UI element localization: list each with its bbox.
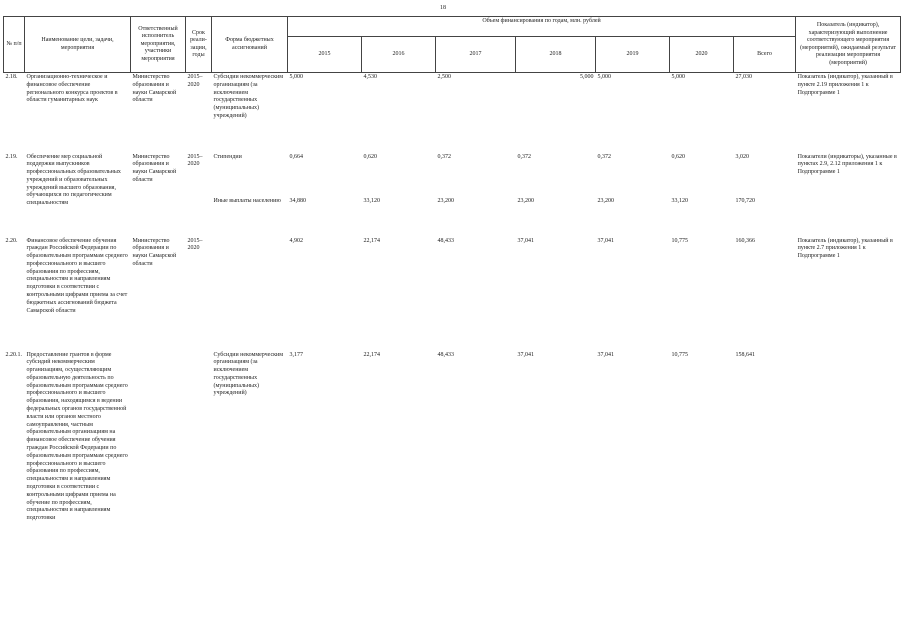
row-num: 2.19. xyxy=(5,153,18,160)
value-total: 3,020 xyxy=(735,153,749,160)
table-header xyxy=(4,17,901,73)
row-term: 2015–2020 xyxy=(187,153,203,168)
value-2020: 5,000 xyxy=(671,74,685,80)
table-row xyxy=(4,237,901,351)
table-row xyxy=(4,73,901,153)
row-name: Финансовое обеспечение обучения граждан Российской Федерации по образовательным программам среднего профессионального и высшего образования по профессиям, специальностям и направлениям подготовки в соответствии с контрольными цифрами приема за счет бюджетных ассигнований бюджета Самарской области xyxy=(26,237,128,314)
value-2017: 2,500 xyxy=(437,74,451,80)
value-total: 160,366 xyxy=(735,237,755,244)
row-executor: Министерство образования и науки Самарской области xyxy=(132,153,177,183)
value-2015: 5,000 xyxy=(289,74,303,80)
row-name: Обеспечение мер социальной поддержки выпускников профессиональных образовательных учреждений и образовательных учреждений высшего образования, обучающихся по педагогическим специальностям xyxy=(26,153,121,207)
value-2016: 22,174 xyxy=(363,351,380,358)
row-term xyxy=(186,351,212,571)
row-form: Субсидии некоммерческим организациям (за исключением государственных (муниципальных) учреждений) xyxy=(213,74,284,119)
header-year: 2020 xyxy=(670,37,734,73)
value-2018: 0,372 xyxy=(517,153,531,160)
row-term: 2015–2020 xyxy=(187,74,203,88)
value-2019: 37,041 xyxy=(597,237,614,244)
header-year: 2015 xyxy=(288,37,362,73)
row-indicator: Показатель (индикатор), указанный в пункте 2.7 приложения 1 к Подпрограмме 1 xyxy=(797,237,893,260)
value-2015: 3,177 xyxy=(289,351,303,358)
value-2017: 48,433 xyxy=(437,351,454,358)
value-2019: 0,372 xyxy=(597,153,611,160)
header-total: Всего xyxy=(734,37,796,73)
value-2018: 5,000 xyxy=(580,74,594,80)
header-executor: Ответственный исполнитель мероприятия, участники мероприятия xyxy=(131,17,186,73)
value-2019: 37,041 xyxy=(597,351,614,358)
row-name: Предоставление грантов в форме субсидий некоммерческим организациям, осуществляющим образовательную деятельность по образовательным программам среднего профессионального и высшего образования, находящимся в ведении федеральных органов государственной власти или органов местного самоуправления, частным образовательным организациям на финансовое обеспечение обучения граждан Российской Федерации по образовательным программам среднего профессионального и высшего образования по профессиям, специальностям и направлениям подготовки в соответствии с контрольными цифрами приема на обучение по профессиям, специальностям и направлениям подготовки xyxy=(26,351,128,522)
header-form: Форма бюджетных ассигнований xyxy=(212,17,288,73)
value-2017: 0,372 xyxy=(437,153,451,160)
value-2016: 22,174 xyxy=(363,237,380,244)
value-2016: 33,120 xyxy=(363,197,380,204)
value-2017: 48,433 xyxy=(437,237,454,244)
header-volume: Объем финансирования по годам, млн. рублей xyxy=(288,17,796,37)
header-year: 2017 xyxy=(436,37,516,73)
value-2017: 23,200 xyxy=(437,197,454,204)
row-form: Иные выплаты населению xyxy=(213,197,281,204)
header-year: 2016 xyxy=(362,37,436,73)
page-number: 18 xyxy=(440,5,446,11)
table-row xyxy=(4,153,901,197)
row-indicator: Показатели (индикаторы), указанные в пунктах 2.9, 2.12 приложения 1 к Подпрограмме 1 xyxy=(797,153,897,176)
row-executor: Министерство образования и науки Самарской области xyxy=(132,237,177,267)
header-year: 2019 xyxy=(596,37,670,73)
value-total: 170,720 xyxy=(735,197,755,204)
value-total: 27,030 xyxy=(735,74,752,80)
value-2020: 10,775 xyxy=(671,351,688,358)
value-2016: 4,530 xyxy=(363,74,377,80)
row-term: 2015–2020 xyxy=(187,237,203,252)
value-2020: 33,120 xyxy=(671,197,688,204)
value-2018: 23,200 xyxy=(517,197,534,204)
table-row xyxy=(4,351,901,571)
row-indicator xyxy=(796,351,901,571)
value-2015: 0,664 xyxy=(289,153,303,160)
row-num xyxy=(4,197,25,237)
header-num: № п/п xyxy=(4,17,25,73)
row-name: Организационно-техническое и финансовое обеспечение регионального конкурса проектов в области гуманитарных наук xyxy=(26,74,118,104)
value-2020: 0,620 xyxy=(671,153,685,160)
value-2020: 10,775 xyxy=(671,237,688,244)
row-executor: Министерство образования и науки Самарской области xyxy=(132,74,177,104)
value-2018: 37,041 xyxy=(517,237,534,244)
row-form: Субсидии некоммерческим организациям (за исключением государственных (муниципальных) учреждений) xyxy=(213,351,284,397)
value-total: 158,641 xyxy=(735,351,755,358)
header-name: Наименование цели, задачи, мероприятия xyxy=(25,17,131,73)
value-2015: 4,902 xyxy=(289,237,303,244)
header-indicator: Показатель (индикатор), характеризующий выполнение соответствующего мероприятия (мероприятий), ожидаемый результат реализации мероприятия (мероприятий) xyxy=(796,17,901,73)
value-2018: 37,041 xyxy=(517,351,534,358)
row-executor xyxy=(131,351,186,571)
header-term: Срок реали-зации, годы xyxy=(186,17,212,73)
row-indicator: Показатель (индикатор), указанный в пункте 2.19 приложения 1 к Подпрограмме 1 xyxy=(797,74,893,96)
value-2015: 34,880 xyxy=(289,197,306,204)
row-num: 2.20.1. xyxy=(5,351,22,358)
value-2019: 5,000 xyxy=(597,74,611,80)
row-form: Стипендии xyxy=(213,153,242,160)
row-form xyxy=(212,237,288,351)
value-2016: 0,620 xyxy=(363,153,377,160)
value-2019: 23,200 xyxy=(597,197,614,204)
row-num: 2.20. xyxy=(5,237,18,244)
row-num: 2.18. xyxy=(5,74,18,80)
header-year: 2018 xyxy=(516,37,596,73)
financing-table xyxy=(3,16,901,571)
